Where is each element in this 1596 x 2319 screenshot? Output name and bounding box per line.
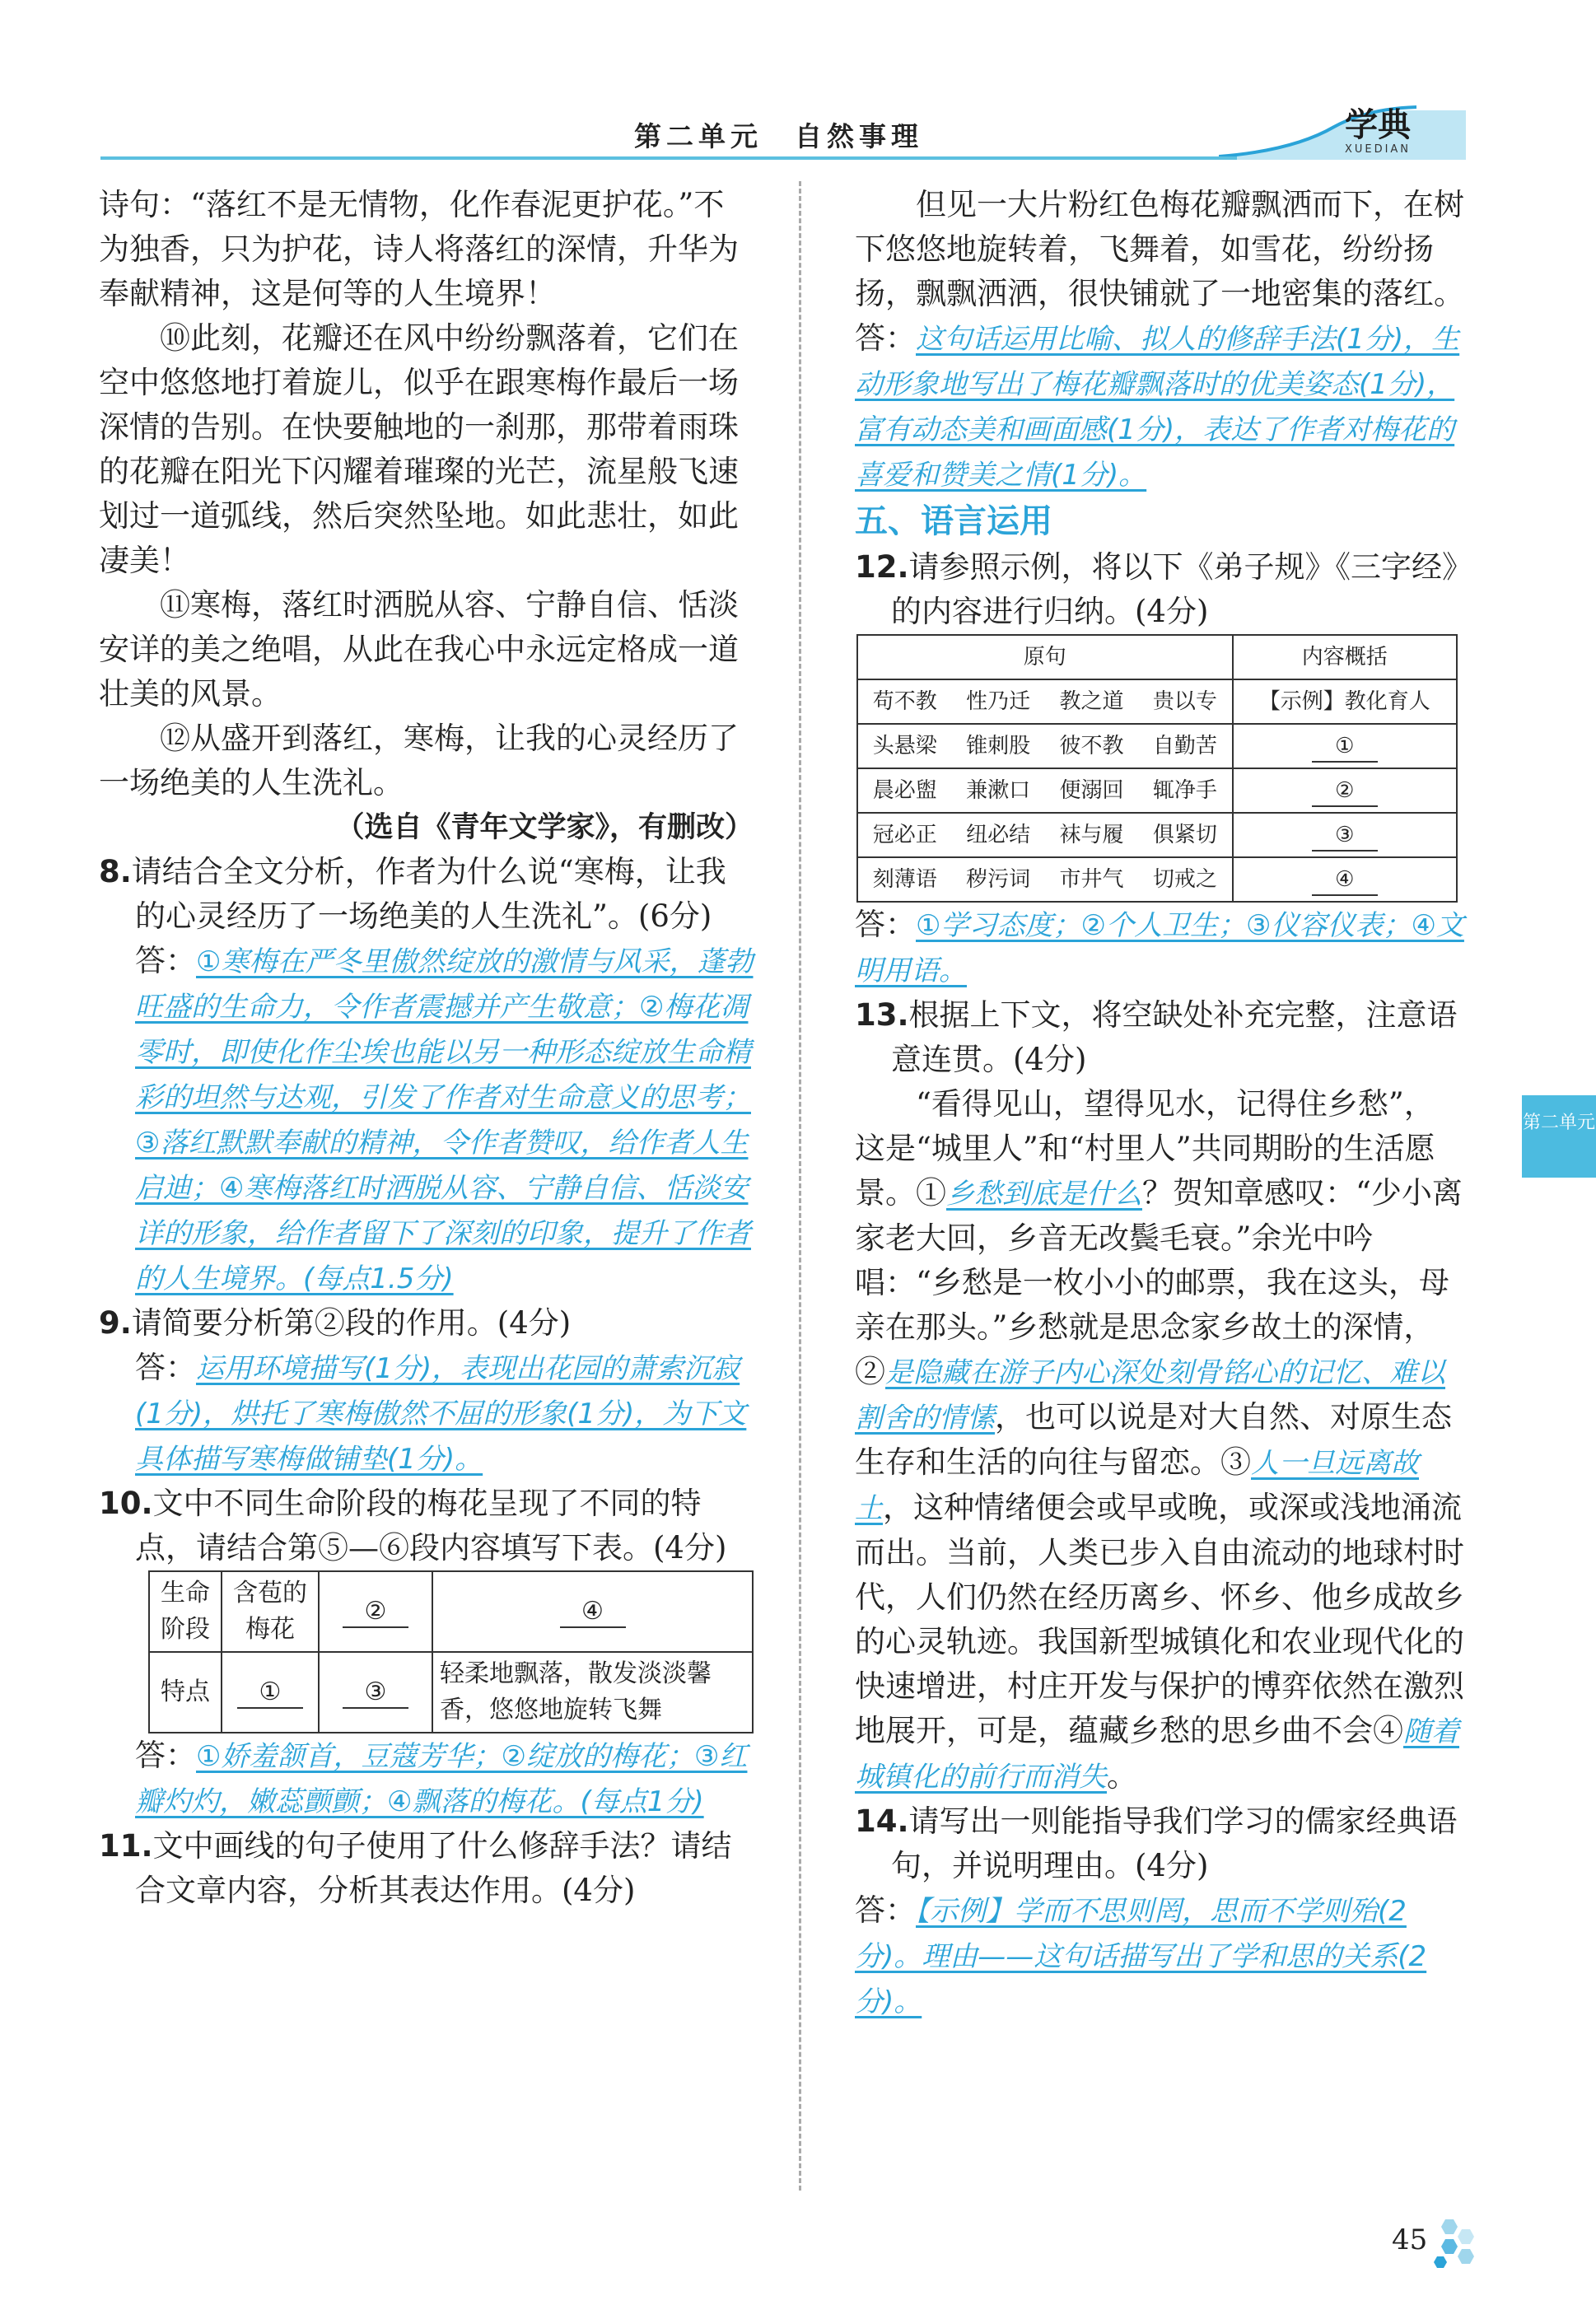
table-row [857,857,1457,902]
table-cell: 贵以专 [1138,679,1233,724]
table-header: 内容概括 [1233,635,1457,679]
table-cell [319,1652,432,1733]
blank-1: ① [237,1677,303,1709]
question-8 [99,850,754,939]
blank-4: ④ [1312,865,1378,896]
source-note: （选自《青年文学家》，有删改） [335,811,754,844]
quoted-passage: 但见一大片粉红色梅花瓣飘洒而下，在树下悠悠地旋转着，飞舞着，如雪花，纷纷扬扬，飘飘洒洒，很快铺就了一地密集的落红。 [855,187,1464,311]
unit-side-tab: 第二单元 [1522,1095,1596,1178]
question-number: 14. [855,1803,909,1839]
answer-label: 答： [855,320,916,356]
answer-label: 答： [135,1350,196,1385]
paragraph-12: ⑫从盛开到落红，寒梅，让我的心灵经历了一场绝美的人生洗礼。 [99,721,739,800]
question-text: 根据上下文，将空缺处补充完整，注意语意连贯。(4分) [891,997,1458,1077]
table-cell [1233,857,1457,902]
passage-text: ？贺知章感叹：“少小离家老大回，乡音无改鬓毛衰。”余光中吟唱：“乡愁是一枚小小的邮票，我在这头，母亲在那头。”乡愁就是思念家乡故土的深情，② [855,1175,1463,1389]
table-cell: 兼漱口 [952,768,1045,813]
answer-label: 答： [855,907,916,942]
question-number: 10. [99,1486,153,1521]
blank-1: ① [1312,731,1378,763]
blank-3: ③ [343,1677,408,1709]
paragraph-11: ⑪寒梅，落红时洒脱从容、宁静自信、恬淡安详的美之绝唱，从此在我心中永远定格成一道壮美的风景。 [99,587,739,712]
table-cell: 性乃迁 [952,679,1045,724]
table-cell [1233,768,1457,813]
table-cell: 生命阶段 [149,1571,222,1652]
answer-14 [855,1888,1464,2024]
left-column [99,183,754,1913]
table-cell: 头悬梁 [857,724,952,768]
passage-13 [855,1082,1464,1799]
table-cell: 冠必正 [857,813,952,857]
passage-text: ，这种情绪便会或早或晚，或深或浅地涌流而出。当前，人类已步入自由流动的地球村时代，人们仍然在经历离乡、怀乡、他乡成故乡的心灵轨迹。我国新型城镇化和农业现代化的快速增进，村庄开发与保护的博弈依然在激烈地展开，可是，蕴藏乡愁的思乡曲不会④ [855,1490,1464,1748]
answer-label: 答： [135,1738,196,1773]
blank-3: ③ [1312,820,1378,852]
table-cell [432,1571,753,1652]
question-text: 请写出一则能指导我们学习的儒家经典语句，并说明理由。(4分) [891,1803,1458,1883]
question-14 [855,1799,1464,1888]
answer-text: ①娇羞颔首，豆蔻芳华；②绽放的梅花；③红瓣灼灼，嫩蕊颤颤；④飘落的梅花。(每点1分) [135,1740,748,1818]
table-cell: 辄净手 [1138,768,1233,813]
table-cell: 教之道 [1045,679,1138,724]
question-text: 请简要分析第②段的作用。(4分) [131,1305,572,1341]
table-cell: 秽污词 [952,857,1045,902]
paragraph-poem: 诗句：“落红不是无情物，化作春泥更护花。”不为独香，只为护花，诗人将落红的深情，升华为奉献精神，这是何等的人生境界！ [99,187,739,311]
passage-text: ，也可以说是对大自然、对原生态生存和生活的向往与留恋。③ [855,1399,1452,1480]
filled-answer-3: 人一旦远离故土 [855,1447,1419,1525]
table-cell: 自勤苦 [1138,724,1233,768]
answer-text: ①寒梅在严冬里傲然绽放的激情与风采，蓬勃旺盛的生命力，令作者震撼并产生敬意；②梅花凋零时，即使化作尘埃也能以另一种形态绽放生命精彩的坦然与达观，引发了作者对生命意义的思考；③落红默默奉献的精神，令作者赞叹，给作者人生启迪；④寒梅落红时洒脱从容、宁静自信、恬淡安详的形象，给作者留下了深刻的印象，提升了作者的人生境界。(每点1.5分) [135,945,754,1295]
question-number: 11. [99,1828,153,1864]
right-column [855,183,1464,2024]
question-12 [855,545,1464,634]
plum-stage-table [148,1570,754,1733]
table-cell [319,1571,432,1652]
question-number: 8. [99,854,132,889]
header-rule [100,156,1237,160]
table-cell: 轻柔地飘落，散发淡淡馨香，悠悠地旋转飞舞 [432,1652,753,1733]
classics-summary-table [856,634,1458,903]
answer-11 [855,316,1464,497]
answer-label: 答： [855,1892,916,1928]
table-cell: 彼不教 [1045,724,1138,768]
answer-text: ①学习态度；②个人卫生；③仪容仪表；④文明用语。 [855,909,1464,987]
page-number: 45 [1392,2223,1428,2256]
passage-text: “看得见山，望得见水，记得住乡愁”，这是“城里人”和“村里人”共同期盼的生活愿景。① [855,1086,1435,1211]
filled-answer-4: 随着城镇化的前行而消失 [855,1715,1459,1794]
passage-text: 。 [1107,1758,1137,1794]
unit-title: 第二单元 自然事理 [634,120,923,152]
blank-4: ④ [560,1597,626,1628]
logo-text: 学典 [1345,106,1411,144]
question-number: 9. [99,1305,132,1341]
table-cell: 锥刺股 [952,724,1045,768]
answer-12 [855,903,1464,993]
table-cell: 便溺回 [1045,768,1138,813]
question-number: 12. [855,549,909,585]
question-text: 请结合全文分析，作者为什么说“寒梅，让我的心灵经历了一场绝美的人生洗礼”。(6分) [131,854,726,934]
table-cell [222,1652,319,1733]
question-9 [99,1301,754,1346]
table-cell: 刻薄语 [857,857,952,902]
table-cell: 俱紧切 [1138,813,1233,857]
table-row [857,679,1457,724]
question-11 [99,1824,754,1913]
blank-2: ② [343,1597,408,1628]
answer-9 [99,1346,754,1481]
table-cell: 晨必盥 [857,768,952,813]
section-heading: 五、语言运用 [855,502,1052,540]
table-row [857,724,1457,768]
filled-answer-1: 乡愁到底是什么 [946,1178,1142,1211]
answer-text: 这句话运用比喻、拟人的修辞手法(1分)，生动形象地写出了梅花瓣飘落时的优美姿态(1分)，富有动态美和画面感(1分)，表达了作者对梅花的喜爱和赞美之情(1分)。 [855,323,1460,492]
table-cell: 纽必结 [952,813,1045,857]
question-text: 文中不同生命阶段的梅花呈现了不同的特点，请结合第⑤—⑥段内容填写下表。(4分) [135,1486,727,1565]
table-cell: 切戒之 [1138,857,1233,902]
blank-2: ② [1312,776,1378,807]
table-cell: 【示例】教化育人 [1233,679,1457,724]
question-13 [855,993,1464,1082]
answer-label: 答： [135,943,196,978]
table-cell: 含苞的梅花 [222,1571,319,1652]
question-text: 文中画线的句子使用了什么修辞手法？请结合文章内容，分析其表达作用。(4分) [135,1828,732,1908]
brand-logo [1300,107,1456,165]
table-row [857,768,1457,813]
table-header: 原句 [857,635,1233,679]
hexagon-decoration-icon [1429,2215,1486,2273]
column-divider [799,181,801,2191]
answer-10 [99,1733,754,1824]
table-cell: 特点 [149,1652,222,1733]
paragraph-10: ⑩此刻，花瓣还在风中纷纷飘落着，它们在空中悠悠地打着旋儿，似乎在跟寒梅作最后一场深情的告别。在快要触地的一刹那，那带着雨珠的花瓣在阳光下闪耀着璀璨的光芒，流星般飞速划过一道弧线，然后突然坠地。如此悲壮，如此凄美！ [99,320,739,578]
table-cell: 袜与履 [1045,813,1138,857]
question-10 [99,1481,754,1570]
answer-text: 【示例】学而不思则罔，思而不学则殆(2分)。理由——这句话描写出了学和思的关系(2分)。 [855,1895,1427,2018]
table-row [857,813,1457,857]
logo-subtext: XUEDIAN [1344,143,1412,156]
answer-8 [99,939,754,1301]
filled-answer-2: 是隐藏在游子内心深处刻骨铭心的记忆、难以割舍的情愫 [855,1356,1445,1435]
table-cell [1233,813,1457,857]
answer-text: 运用环境描写(1分)，表现出花园的萧索沉寂(1分)，烘托了寒梅傲然不屈的形象(1分)，为下文具体描写寒梅做铺垫(1分)。 [135,1352,747,1476]
question-number: 13. [855,997,909,1033]
question-text: 请参照示例，将以下《弟子规》《三字经》的内容进行归纳。(4分) [891,549,1458,629]
table-cell [1233,724,1457,768]
table-cell: 市井气 [1045,857,1138,902]
page-header [0,0,1596,165]
table-cell: 苟不教 [857,679,952,724]
